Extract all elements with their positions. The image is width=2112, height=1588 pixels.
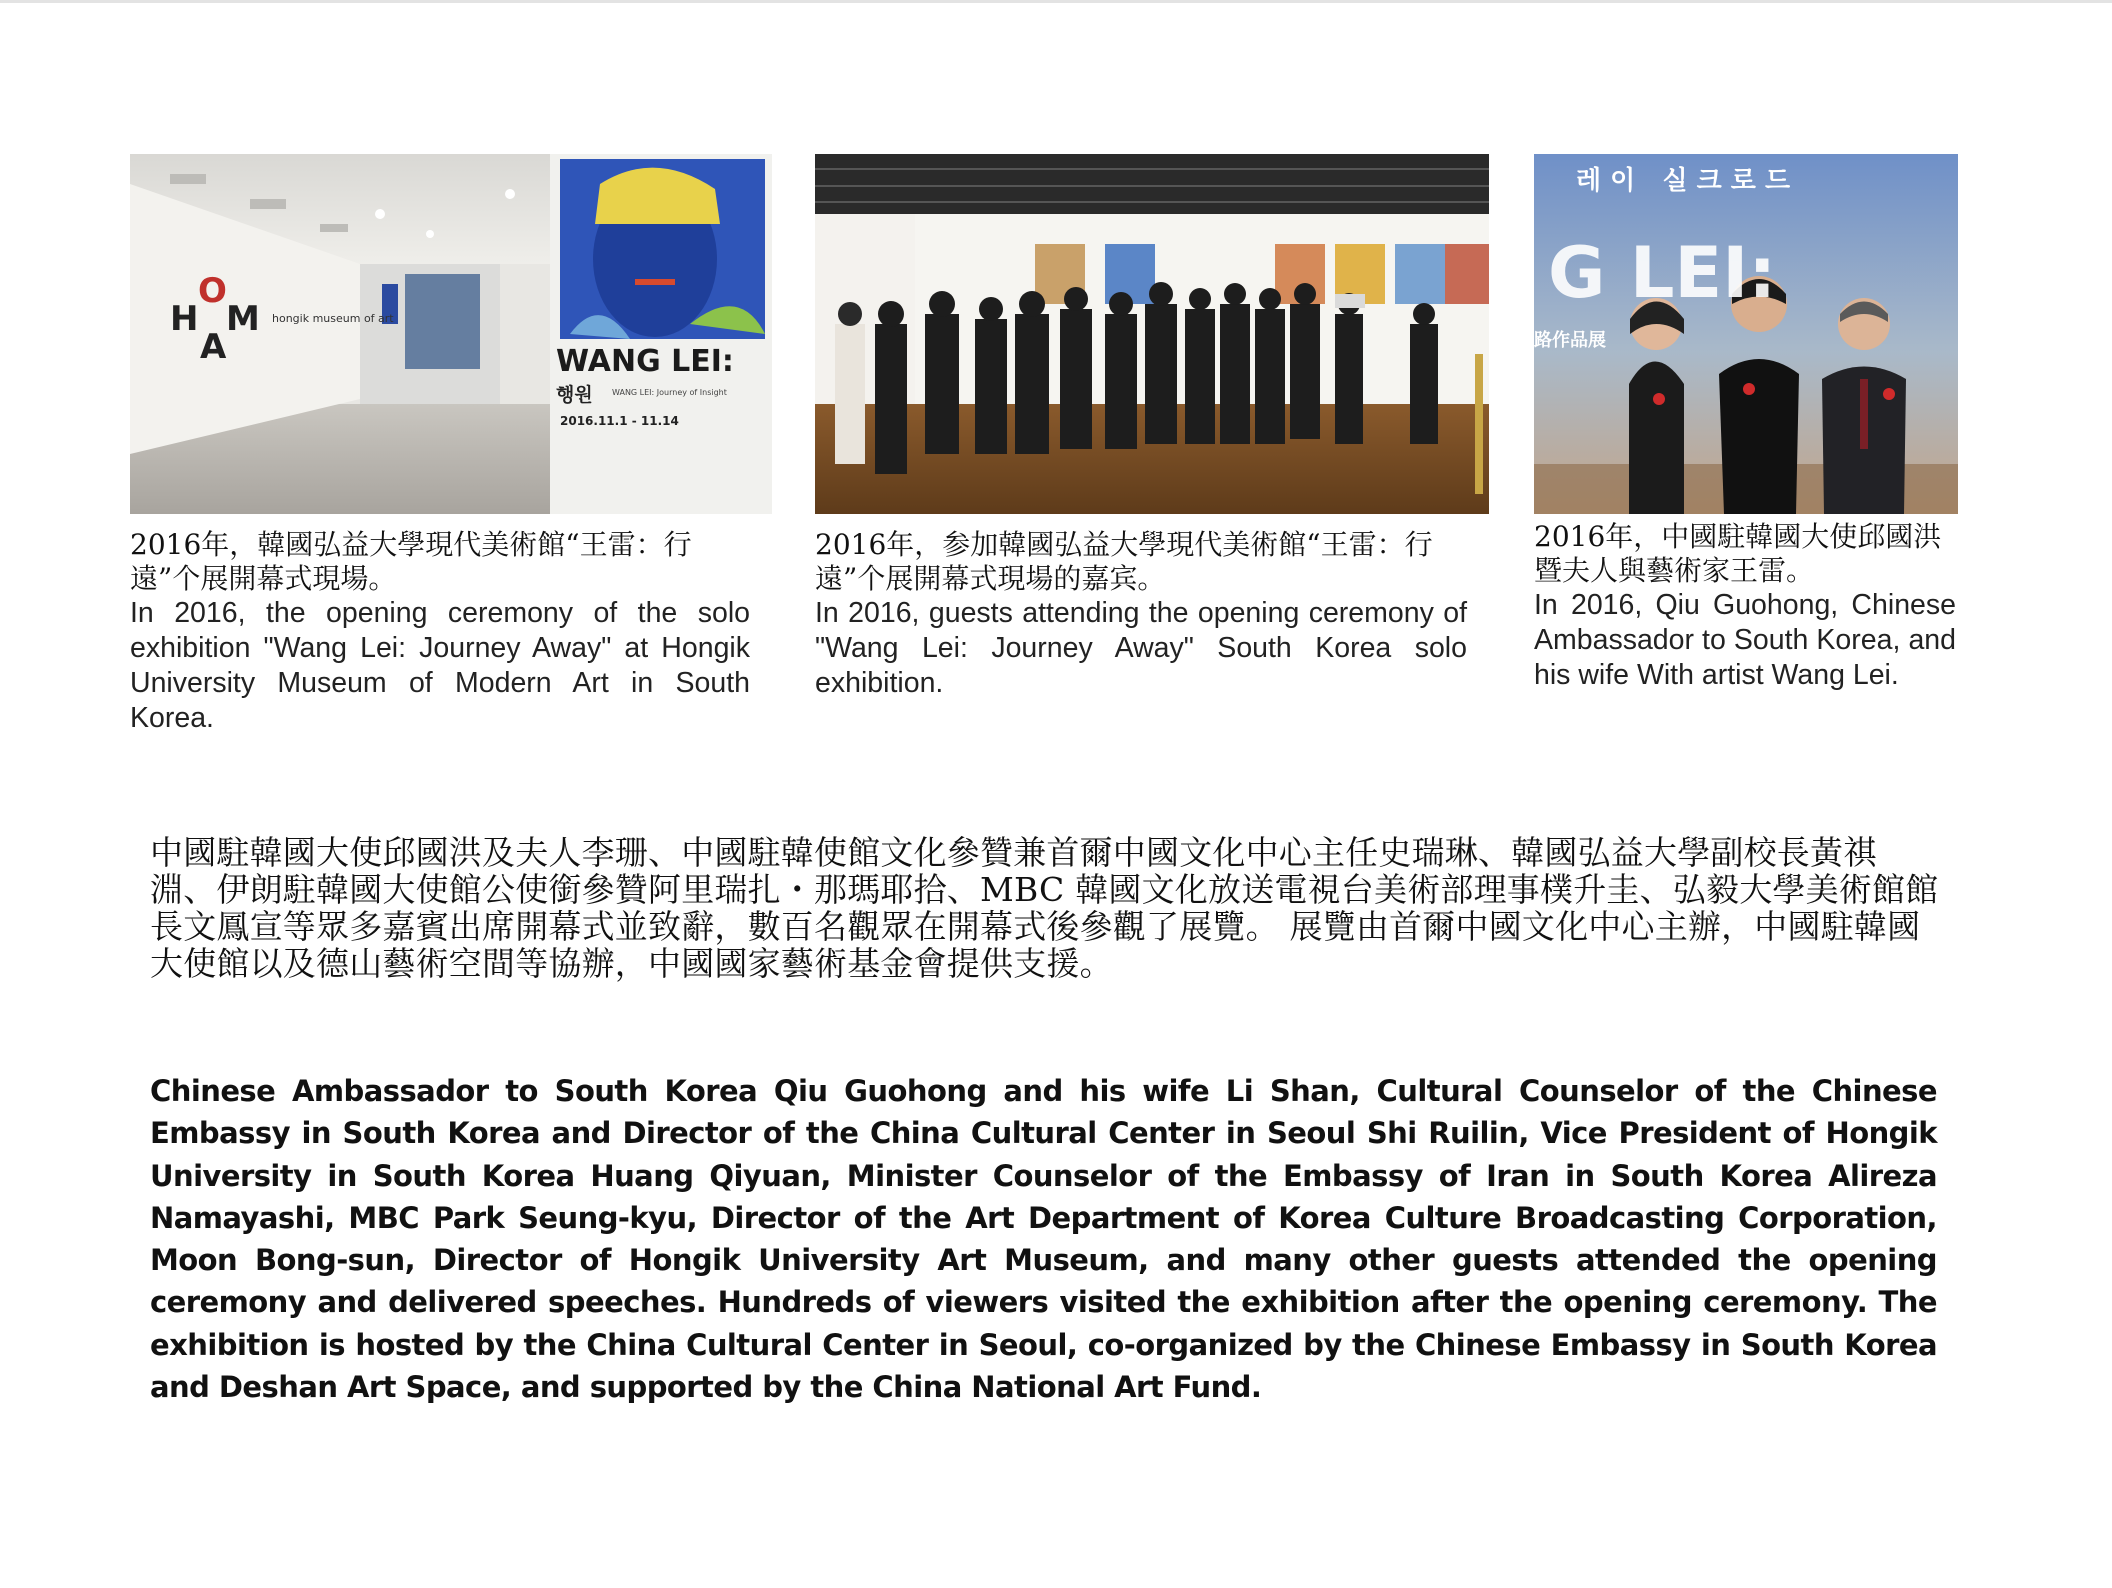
caption-3-english: In 2016, Qiu Guohong, Chinese Ambassador to South Korea, and his wife With artist Wang Lei.: [1534, 589, 1956, 691]
logo-letter-m: M: [226, 299, 260, 339]
caption-1: [130, 528, 750, 736]
hongik-logo: [170, 271, 260, 367]
caption-1-chinese: 2016年，韓國弘益大學現代美術館“王雷：行遠”个展開幕式現場。: [130, 528, 692, 595]
poster-dates: 2016.11.1 - 11.14: [560, 414, 679, 428]
english-paragraph: Chinese Ambassador to South Korea Qiu Guohong and his wife Li Shan, Cultural Counselor of the Chinese Embassy in South Korea and Director of the China Cultural Center in Seoul Shi Ruilin, Vice President of Hongik University in South Korea Huang Qiyuan, Minister Counselor of the Embassy of Iran in South Korea Alireza Namayashi, MBC Park Seung-kyu, Director of the Art Department of Korea Culture Broadcasting Corporation, Moon Bong-sun, Director of Hongik University Art Museum, and many other guests attended the opening ceremony and delivered speeches. Hundreds of viewers visited the exhibition after the opening ceremony. The exhibition is hosted by the China Cultural Center in Seoul, co-organized by the Chinese Embassy in South Korea and Deshan Art Space, and supported by the China National Art Fund.: [150, 1074, 1937, 1405]
caption-3-chinese: 2016年，中國駐韓國大使邱國洪暨夫人與藝術家王雷。: [1534, 520, 1942, 587]
poster-korean-text: 행원: [556, 384, 593, 406]
banner-top-text: 레 이 실 크 로 드: [1576, 166, 1791, 196]
ambassador-photo: [1534, 154, 1958, 514]
caption-2: [815, 528, 1467, 701]
caption-3: [1534, 520, 1956, 693]
chinese-paragraph: 中國駐韓國大使邱國洪及夫人李珊、中國駐韓使館文化參贊兼首爾中國文化中心主任史瑞琳、韓國弘益大學副校長黃祺淵、伊朗駐韓國大使館公使銜參贊阿里瑞扎・那瑪耶拾、MBC 韓國文化放送電視台美術部理事樸升圭、弘毅大學美術館館長文鳳宣等眾多嘉賓出席開幕式並致辭，數百名觀眾在開幕式後參觀了展覽。 展覽由首爾中國文化中心主辦，中國駐韓國大使館以及德山藝術空間等協辦，中國國家藝術基金會提供支援。: [150, 833, 1939, 983]
caption-2-english: In 2016, guests attending the opening ceremony of "Wang Lei: Journey Away" South Korea solo exhibition.: [815, 597, 1467, 699]
banner-sub-text: 路作品展: [1534, 330, 1606, 351]
museum-wall-label: hongik museum of art: [272, 312, 394, 325]
logo-letter-a: A: [200, 327, 227, 367]
guests-photo: [815, 154, 1489, 514]
logo-letter-o: O: [198, 271, 227, 311]
poster-title: WANG LEI:: [556, 344, 734, 379]
caption-2-chinese: 2016年，参加韓國弘益大學現代美術館“王雷：行遠”个展開幕式現場的嘉宾。: [815, 528, 1433, 595]
top-rule: [0, 0, 2112, 3]
exhibition-poster: [550, 336, 772, 514]
banner-title-text: G LEI:: [1548, 232, 1777, 314]
museum-hall-photo: [130, 154, 772, 514]
poster-subtitle: WANG LEI: Journey of Insight: [612, 388, 727, 397]
caption-1-english: In 2016, the opening ceremony of the solo exhibition "Wang Lei: Journey Away" at Hongik University Museum of Modern Art in South Korea.: [130, 597, 750, 734]
logo-letter-h: H: [170, 299, 199, 339]
